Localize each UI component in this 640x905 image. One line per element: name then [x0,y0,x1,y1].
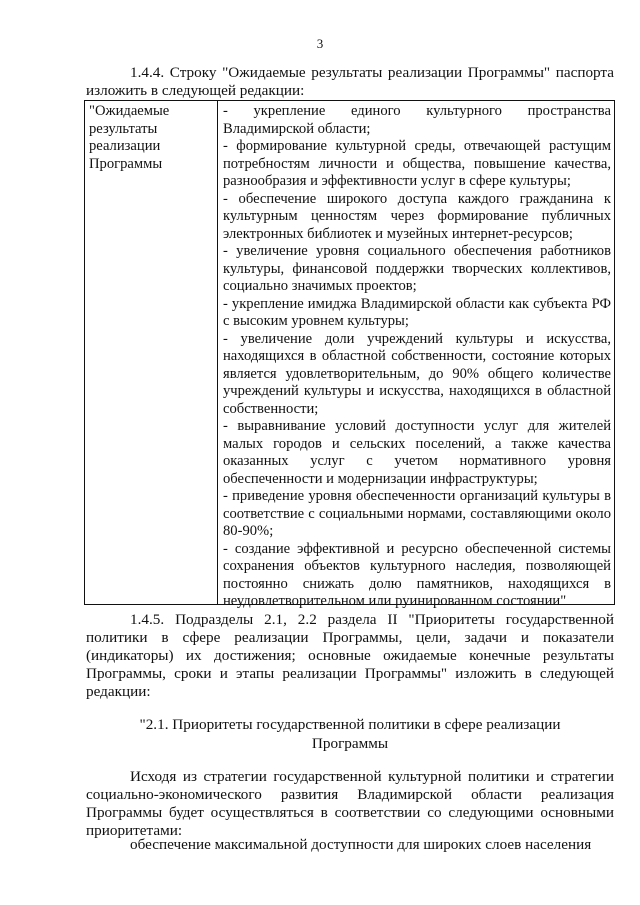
result-item: - увеличение уровня социального обеспечения работников культуры, финансовой поддержки творческих коллективов, социально значимых проектов; [223,243,611,294]
result-item: - обеспечение широкого доступа каждого гражданина к культурным ценностям через формирование публичных электронных библиотек и музейных интернет-ресурсов; [223,190,611,242]
table-right-cell [218,101,614,609]
paragraph-1-4-5 [86,611,614,701]
result-item: - увеличение доли учреждений культуры и искусства, находящихся в областной собственности, состояние которых является удовлетворительным, до 90% общего количестве учреждений культуры и искусства, находящихся в областной собственности; [223,330,611,417]
result-item: - формирование культурной среды, отвечающей растущим потребностям личности и общества, повышение качества, разнообразия и эффективности услуг в сфере культуры; [223,138,611,189]
paragraph-1-4-4-text: 1.4.4. Строку "Ожидаемые результаты реализации Программы" паспорта изложить в следующей редакции: [86,64,614,99]
paragraph-1-4-4 [86,64,614,100]
section-heading [86,715,614,753]
section-heading-line-1: "2.1. Приоритеты государственной политики в сфере реализации [139,716,561,733]
paragraph-1-4-5-text: 1.4.5. Подразделы 2.1, 2.2 раздела II "Приоритеты государственной политики в сфере реализации Программы, цели, задачи и показатели (индикаторы) их достижения; основные ожидаемые конечные результаты Программы, сроки и этапы реализации Программы" изложить в следующей редакции: [86,611,614,700]
table-left-cell: "Ожидаемые результаты реализации Программы [85,101,218,604]
paragraph-accessibility-text: обеспечение максимальной доступности для широких слоев населения [130,836,592,853]
result-item: - укрепление единого культурного пространства Владимирской области; [223,103,611,137]
result-item: - выравнивание условий доступности услуг для жителей малых городов и сельских поселений, а также качества оказанных услуг с учетом нормативного уровня обеспеченности и модернизации инфраструктуры; [223,418,611,487]
result-item: - создание эффективной и ресурсно обеспеченной системы сохранения объектов культурного наследия, позволяющей постоянно снижать долю памятников, находящихся в неудовлетворительном или руинированном состоянии" [223,540,611,609]
paragraph-priorities-text: Исходя из стратегии государственной культурной политики и стратегии социально-экономического развития Владимирской области реализация Программы будет осуществляться в соответствии со следующими основными приоритетами: [86,768,614,839]
paragraph-priorities [86,768,614,840]
section-heading-line-2: Программы [311,735,389,752]
passport-table [84,100,615,609]
page-number: 3 [316,36,324,51]
result-item: - приведение уровня обеспеченности организаций культуры в соответствие с социальными нормами, составляющими около 80-90%; [223,488,611,539]
result-item: - укрепление имиджа Владимирской области как субъекта РФ с высоким уровнем культуры; [223,295,611,329]
paragraph-accessibility [86,836,614,854]
